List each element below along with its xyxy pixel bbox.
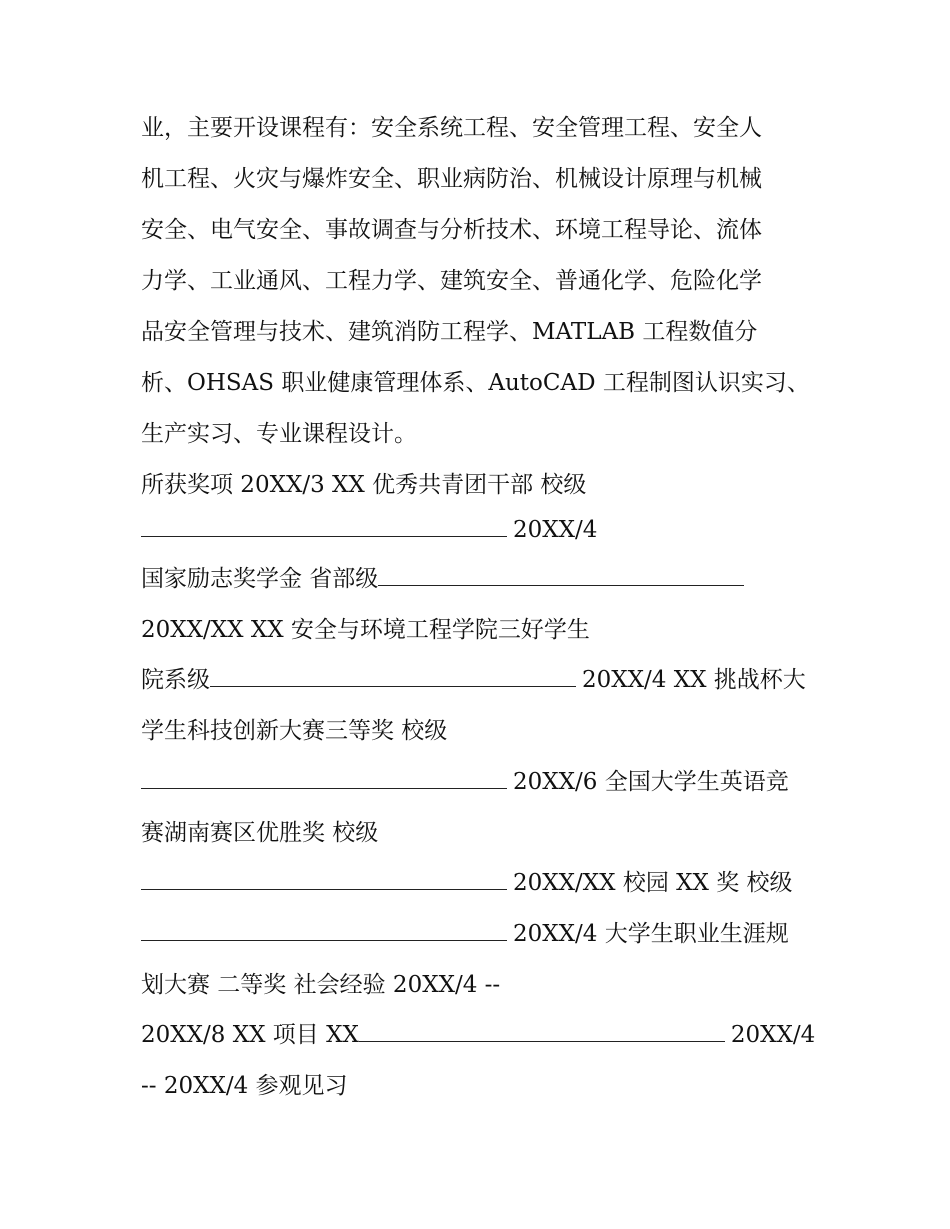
text-segment: 20XX/4 XX 挑战杯大 [582,667,806,693]
underline-blank [141,762,507,789]
text-line [141,510,597,550]
text-segment: -- 20XX/4 参观见习 [141,1073,348,1099]
underline-blank [359,1015,725,1042]
text-segment: 力学、工业通风、工程力学、建筑安全、普通化学、危险化学 [141,268,762,294]
text-line [141,711,447,751]
text-line [141,610,590,650]
text-segment: 20XX/4 大学生职业生涯规 [513,921,789,947]
text-segment: 20XX/4 [730,1022,816,1048]
awards-heading-line [141,465,586,505]
text-segment: 所获奖项 20XX/3 XX 优秀共青团干部 校级 [141,472,587,498]
underline-blank [141,863,507,890]
text-segment: 20XX/4 [513,517,598,543]
text-segment: 20XX/8 XX 项目 XX [141,1022,359,1048]
text-segment: 20XX/6 全国大学生英语竞 [513,769,789,795]
underline-blank [141,914,507,941]
text-line [141,559,750,599]
text-line [141,914,789,954]
text-line [141,363,810,403]
text-segment: 机工程、火灾与爆炸安全、职业病防治、机械设计原理与机械 [141,166,762,192]
text-segment: 安全、电气安全、事故调查与分析技术、环境工程导论、流体 [141,217,762,243]
underline-blank [378,559,744,586]
text-segment: 20XX/XX XX 安全与环境工程学院三好学生 [141,617,590,643]
text-line [141,312,757,352]
underline-blank [141,510,507,537]
text-line [141,210,762,250]
text-segment: 赛湖南赛区优胜奖 校级 [141,820,379,846]
text-line [141,1066,348,1106]
text-segment: 划大赛 二等奖 社会经验 20XX/4 -- [141,972,501,998]
text-line [141,414,417,454]
text-segment: 品安全管理与技术、建筑消防工程学、MATLAB 工程数值分 [141,319,758,345]
text-segment: 20XX/XX 校园 XX 奖 校级 [513,870,793,896]
text-line [141,660,806,700]
text-line [141,108,762,148]
text-line [141,863,793,903]
text-line [141,965,500,1005]
text-segment: 院系级 [141,667,210,693]
text-segment: 国家励志奖学金 省部级 [141,566,379,592]
text-line [141,813,378,853]
text-line [141,261,762,301]
text-segment: 学生科技创新大赛三等奖 校级 [141,718,448,744]
text-segment: 生产实习、专业课程设计。 [141,421,417,447]
text-segment: 业，主要开设课程有：安全系统工程、安全管理工程、安全人 [141,115,762,141]
underline-blank [210,660,576,687]
text-line [141,762,789,802]
text-line [141,1015,815,1055]
text-segment: 析、OHSAS 职业健康管理体系、AutoCAD 工程制图认识实习、 [141,370,810,396]
text-line [141,159,762,199]
